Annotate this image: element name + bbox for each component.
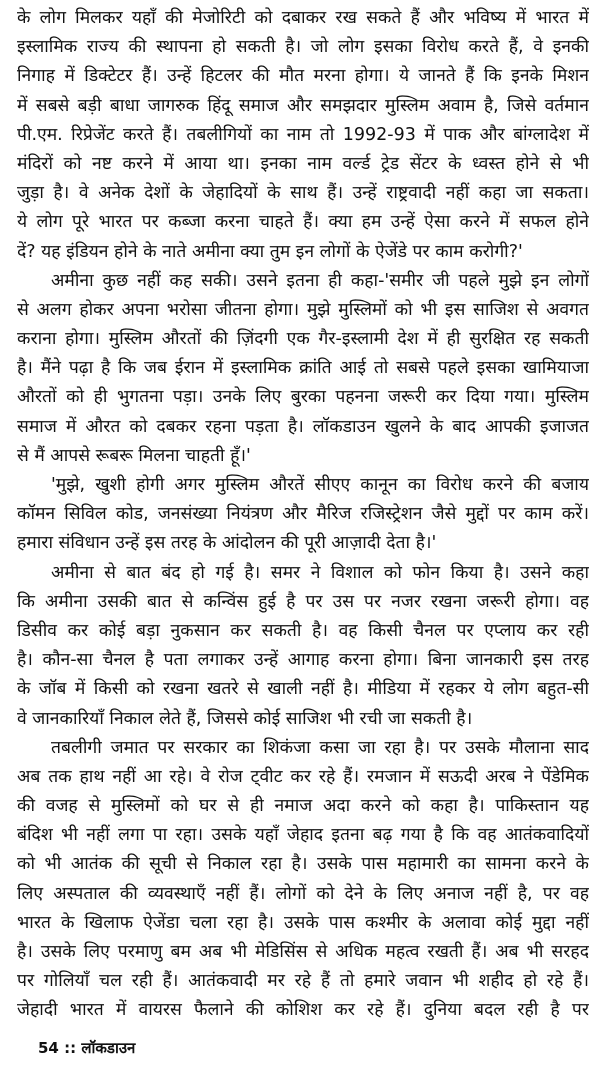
page-number: 54 [38,1039,59,1057]
text-line: के जॉब में किसी को रखना खतरे से खाली नहीं है। मीडिया में रहकर ये लोग बहुत-सी [17,679,589,700]
page-body-text [17,4,589,1026]
paragraph [17,471,589,559]
text-line: अमीना से बात बंद हो गई है। समर ने विशाल को फोन किया है। उसने कहा [51,562,589,583]
text-line: से मैं आपसे रूबरू मिलना चाहती हूँ।' [17,445,251,466]
text-line: ये लोग पूरे भारत पर कब्जा करना चाहते हैं। क्या हम उन्हें ऐसा करने में सफल होने [17,212,589,233]
book-title: लॉकडाउन [81,1039,136,1057]
text-line: 'मुझे, खुशी होगी अगर मुस्लिम औरतें सीएए कानून का विरोध करने की बजाय [51,475,589,495]
text-line: लिए अस्पताल की व्यवस्थाएँ नहीं हैं। लोगों को देने के लिए अनाज नहीं है, पर वह [17,883,589,904]
text-line: बंदिश भी नहीं लगा पा रहा। उसके यहाँ जेहाद इतना बढ़ गया है कि वह आतंकवादियों [17,825,589,846]
text-line: निगाह में डिक्टेटर हैं। उन्हें हिटलर की मौत मरना होगा। ये जानते हैं कि इनके मिशन [17,66,589,87]
text-line: से अलग होकर अपना भरोसा जीतना होगा। मुझे मुस्लिमों को भी इस साजिश से अवगत [17,299,589,320]
text-line: में सबसे बड़ी बाधा जागरुक हिंदू समाज और समझदार मुस्लिम अवाम है, जिसे वर्तमान [17,95,589,116]
text-line: हमारा संविधान उन्हें इस तरह के आंदोलन की पूरी आज़ादी देता है।' [17,533,437,554]
page-footer [38,1038,135,1058]
text-line: डिसीव कर कोई बड़ा नुकसान कर सकती है। वह किसी चैनल पर एप्लाय कर रही [17,620,589,641]
text-line: समाज में औरत को दबकर रहना पड़ता है। लॉकडाउन खुलने के बाद आपकी इजाजत [17,416,589,437]
text-line: को भी आतंक की सूची से निकाल रहा है। उसके पास महामारी का सामना करने के [17,854,589,875]
text-line: है। कौन-सा चैनल है पता लगाकर उन्हें आगाह करना होगा। बिना जानकारी इस तरह [17,650,589,671]
text-line: जेहादी भारत में वायरस फैलाने की कोशिश कर रहे हैं। दुनिया बदल रही है पर [17,1000,589,1021]
text-line: कॉमन सिविल कोड, जनसंख्या नियंत्रण और मैरिज रजिस्ट्रेशन जैसे मुद्दों पर काम करें। [17,504,589,525]
text-line: अब तक हाथ नहीं आ रहे। वे रोज ट्वीट कर रहे हैं। रमजान में सऊदी अरब ने पेंडेमिक [17,766,589,787]
text-line: की वजह से मुस्लिमों को घर से ही नमाज अदा करने को कहा है। पाकिस्तान यह [17,796,589,817]
text-line: वे जानकारियाँ निकाल लेते हैं, जिससे कोई साजिश भी रची जा सकती है। [17,708,473,729]
text-line: है। मैंने पढ़ा है कि जब ईरान में इस्लामिक क्रांति आई तो सबसे पहले इसका खामियाजा [17,358,589,379]
paragraph [17,734,589,1026]
paragraph [17,559,589,734]
text-line: पर गोलियाँ चल रही हैं। आतंकवादी मर रहे हैं तो हमारे जवान भी शहीद हो रहे हैं। [17,971,589,992]
text-line: दें? यह इंडियन होने के नाते अमीना क्या तुम इन लोगों के ऐजेंडे पर काम करोगी?' [17,241,523,262]
text-line: है। उसके लिए परमाणु बम अब भी मेडिसिंस से अधिक महत्व रखती हैं। अब भी सरहद [17,942,589,962]
footer-separator: :: [64,1039,77,1057]
text-line: मंदिरों को नष्ट करने में आया था। इनका नाम वर्ल्ड ट्रेड सेंटर के ध्वस्त होने से भी [17,153,589,174]
paragraph [17,267,589,471]
text-line: पी.एम. रिप्रेजेंट करते हैं। तबलीगियों का नाम तो 1992-93 में पाक और बांग्लादेश में [17,124,589,145]
text-line: कि अमीना उसकी बात से कन्विंस हुई है पर उस पर नजर रखना जरूरी होगा। वह [17,591,589,612]
text-line: के लोग मिलकर यहाँ की मेजोरिटी को दबाकर रख सकते हैं और भविष्य में भारत में [17,8,589,28]
text-line: जुड़ा है। वे अनेक देशों के जेहादियों के साथ हैं। उन्हें राष्ट्रवादी नहीं कहा जा सकता। [17,183,589,204]
text-line: अमीना कुछ नहीं कह सकी। उसने इतना ही कहा-'समीर जी पहले मुझे इन लोगों [51,270,589,291]
text-line: तबलीगी जमात पर सरकार का शिकंजा कसा जा रहा है। पर उसके मौलाना साद [51,737,589,758]
text-line: भारत के खिलाफ ऐजेंडा चला रहा है। उसके पास कश्मीर के अलावा कोई मुद्दा नहीं [17,912,589,933]
text-line: इस्लामिक राज्य की स्थापना हो सकती है। जो लोग इसका विरोध करते हैं, वे इनकी [17,37,589,58]
text-line: औरतों को ही भुगतना पड़ा। उनके लिए बुरका पहनना जरूरी कर दिया गया। मुस्लिम [17,387,589,408]
text-line: कराना होगा। मुस्लिम औरतों की ज़िंदगी एक गैर-इस्लामी देश में ही सुरक्षित रह सकती [17,329,589,350]
paragraph [17,4,589,267]
